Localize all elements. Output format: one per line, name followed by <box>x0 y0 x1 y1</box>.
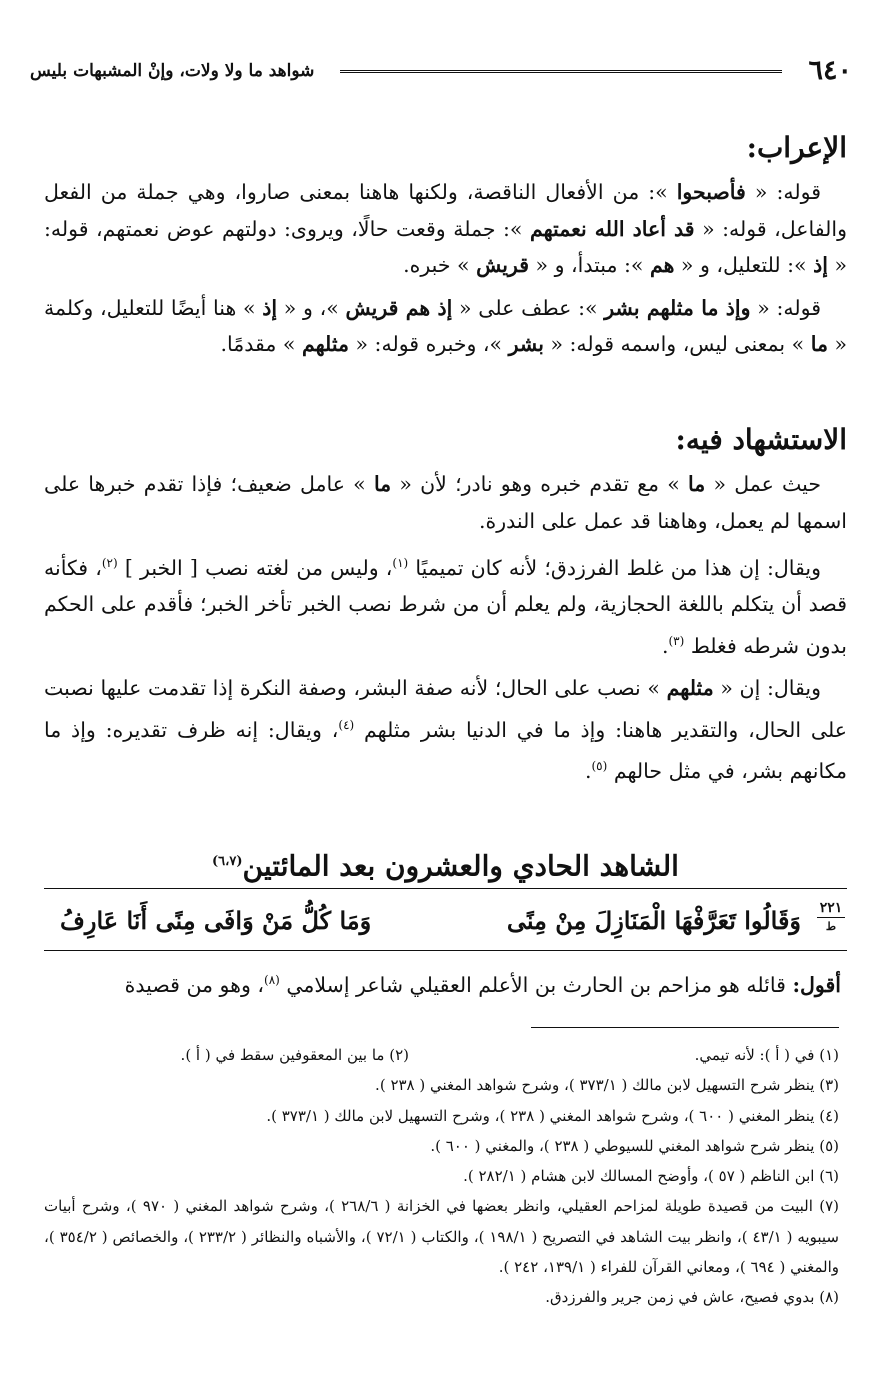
running-title: شواهد ما ولا ولات، وإنْ المشبهات بليس <box>30 61 315 81</box>
footnotes <box>44 1040 839 1313</box>
footnote-ref: (٨) <box>264 973 280 987</box>
footnote-ref: (٤) <box>338 717 355 732</box>
footnote-ref: (٢) <box>101 556 118 570</box>
footnote-2: (٢) ما بين المعقوفين سقط في ( أ ). <box>180 1046 409 1064</box>
footnote-ref: (٦،٧) <box>212 854 243 869</box>
footnote-5: (٥) ينظر شرح شواهد المغني للسيوطي ( ٢٣٨ )، والمغني ( ٦٠٠ ). <box>430 1136 839 1155</box>
irab-paragraph-2: قوله: « وإذ ما مثلهم بشر »: عطف على « إذ هم قريش »، و « إذ » هنا أيضًا للتعليل، وكلمة « ما » بمعنى ليس، واسمه قوله: « بشر »، وخبره قوله: « مثلهم » مقدمًا. <box>44 295 847 356</box>
irab-paragraph-1: قوله: « فأصبحوا »: من الأفعال الناقصة، ولكنها هاهنا بمعنى صاروا، وهي جملة من الفعل والفاعل، قوله: « قد أعاد الله نعمتهم »: جملة وقعت حالًا، ويروى: دولتهم عوض نعمتهم، قوله: « إذ »: للتعليل، و « هم »: مبتدأ، و « قريش » خبره. <box>44 180 847 277</box>
footnote-4: (٤) ينظر المغني ( ٦٠٠ )، وشرح شواهد المغني ( ٢٣٨ )، وشرح التسهيل لابن مالك ( ٣٧٣/١ ). <box>266 1106 839 1125</box>
footnote-8: (٨) بدوي فصيح، عاش في زمن جرير والفرزدق. <box>545 1288 839 1307</box>
footnote-ref: (٥) <box>591 758 608 773</box>
footnote-6: (٦) ابن الناظم ( ٥٧ )، وأوضح المسالك لابن هشام ( ٢٨٢/١ ). <box>463 1167 839 1186</box>
verse-hemistich-2: وَمَا كُلُّ مَنْ وَافَى مِنًى أَنَا عَارِفُ <box>60 906 372 935</box>
istishhad-paragraph-3: ويقال: إن « مثلهم » نصب على الحال؛ لأنه صفة البشر، وصفة النكرة إذا تقدمت عليها نصبت على الحال، والتقدير هاهنا: وإذ ما في الدنيا بشر مثلهم $^{(٤)}$، ويقال: إنه ظرف تقديره: وإذ ما مكانهم بشر، في مثل حالهم $^{(٥)}$. <box>44 676 847 783</box>
istishhad-section <box>44 420 847 789</box>
aqul-section <box>44 962 847 1003</box>
footnote-rule <box>531 1027 839 1028</box>
footnote-1: (١) في ( أ ): لأنه تيمي. <box>694 1046 839 1064</box>
footnote-7: (٧) البيت من قصيدة طويلة لمزاحم العقيلي، وانظر بعضها في الخزانة ( ٢٦٨/٦ )، وشرح شواهد المغني ( ٩٧٠ )، وشرح أبيات سيبويه ( ٤٣/١ )، وانظر بيت الشاهد في التصريح ( ١٩٨/١ )، والكتاب ( ٧٢/١ )، والأشباه والنظائر ( ٢٣٣/٢ )، والخصائص ( ٣٥٤/٢ )، والمغني ( ٦٩٤ )، ومعاني القرآن للفراء ( ١٣٩/١، ٢٤٢ ). <box>44 1197 839 1277</box>
footnote-row <box>44 1040 839 1070</box>
shahid-title: الشاهد الحادي والعشرون بعد المائتين$^{(٦،٧)}$ <box>212 849 679 883</box>
footnote-ref: (٣) <box>668 633 685 648</box>
verse-number: ٢٢١ ط <box>817 900 845 935</box>
footnote-ref: (١) <box>392 556 409 570</box>
aqul-paragraph: أقول: قائله هو مزاحم بن الحارث بن الأعلم العقيلي شاعر إسلامي $^{(٨)}$، وهو من قصيدة <box>124 972 841 997</box>
page-header <box>30 56 852 88</box>
footnote-3: (٣) ينظر شرح التسهيل لابن مالك ( ٣٧٣/١ )، وشرح شواهد المغني ( ٢٣٨ ). <box>375 1076 839 1095</box>
verse-top-rule <box>44 888 847 889</box>
page-number: ٦٤٠ <box>808 55 852 86</box>
irab-section <box>44 128 847 363</box>
istishhad-heading: الاستشهاد فيه: <box>675 423 847 456</box>
header-rule <box>340 70 782 75</box>
verse-hemistich-1: وَقَالُوا تَعَرَّفْهَا الْمَنَازِلَ مِنْ مِنًى <box>506 906 801 935</box>
istishhad-paragraph-2: ويقال: إن هذا من غلط الفرزدق؛ لأنه كان تميميًا $^{(١)}$، وليس من لغته نصب [ الخبر ] $^{(٢)}$، فكأنه قصد أن يتكلم باللغة الحجازية، ولم يعلم أن من شرط نصب الخبر تأخر الخبر؛ فأقدم على الحكم بدون شرطه فغلط $^{(٣)}$. <box>44 555 847 658</box>
istishhad-paragraph-1: حيث عمل « ما » مع تقدم خبره وهو نادر؛ لأن « ما » عامل ضعيف؛ فإذا تقدم خبرها على اسمها لم يعمل، وهاهنا قد عمل على الندرة. <box>44 472 847 533</box>
verse-bottom-rule <box>44 950 847 951</box>
irab-heading: الإعراب: <box>746 131 847 164</box>
verse-line <box>44 898 847 944</box>
